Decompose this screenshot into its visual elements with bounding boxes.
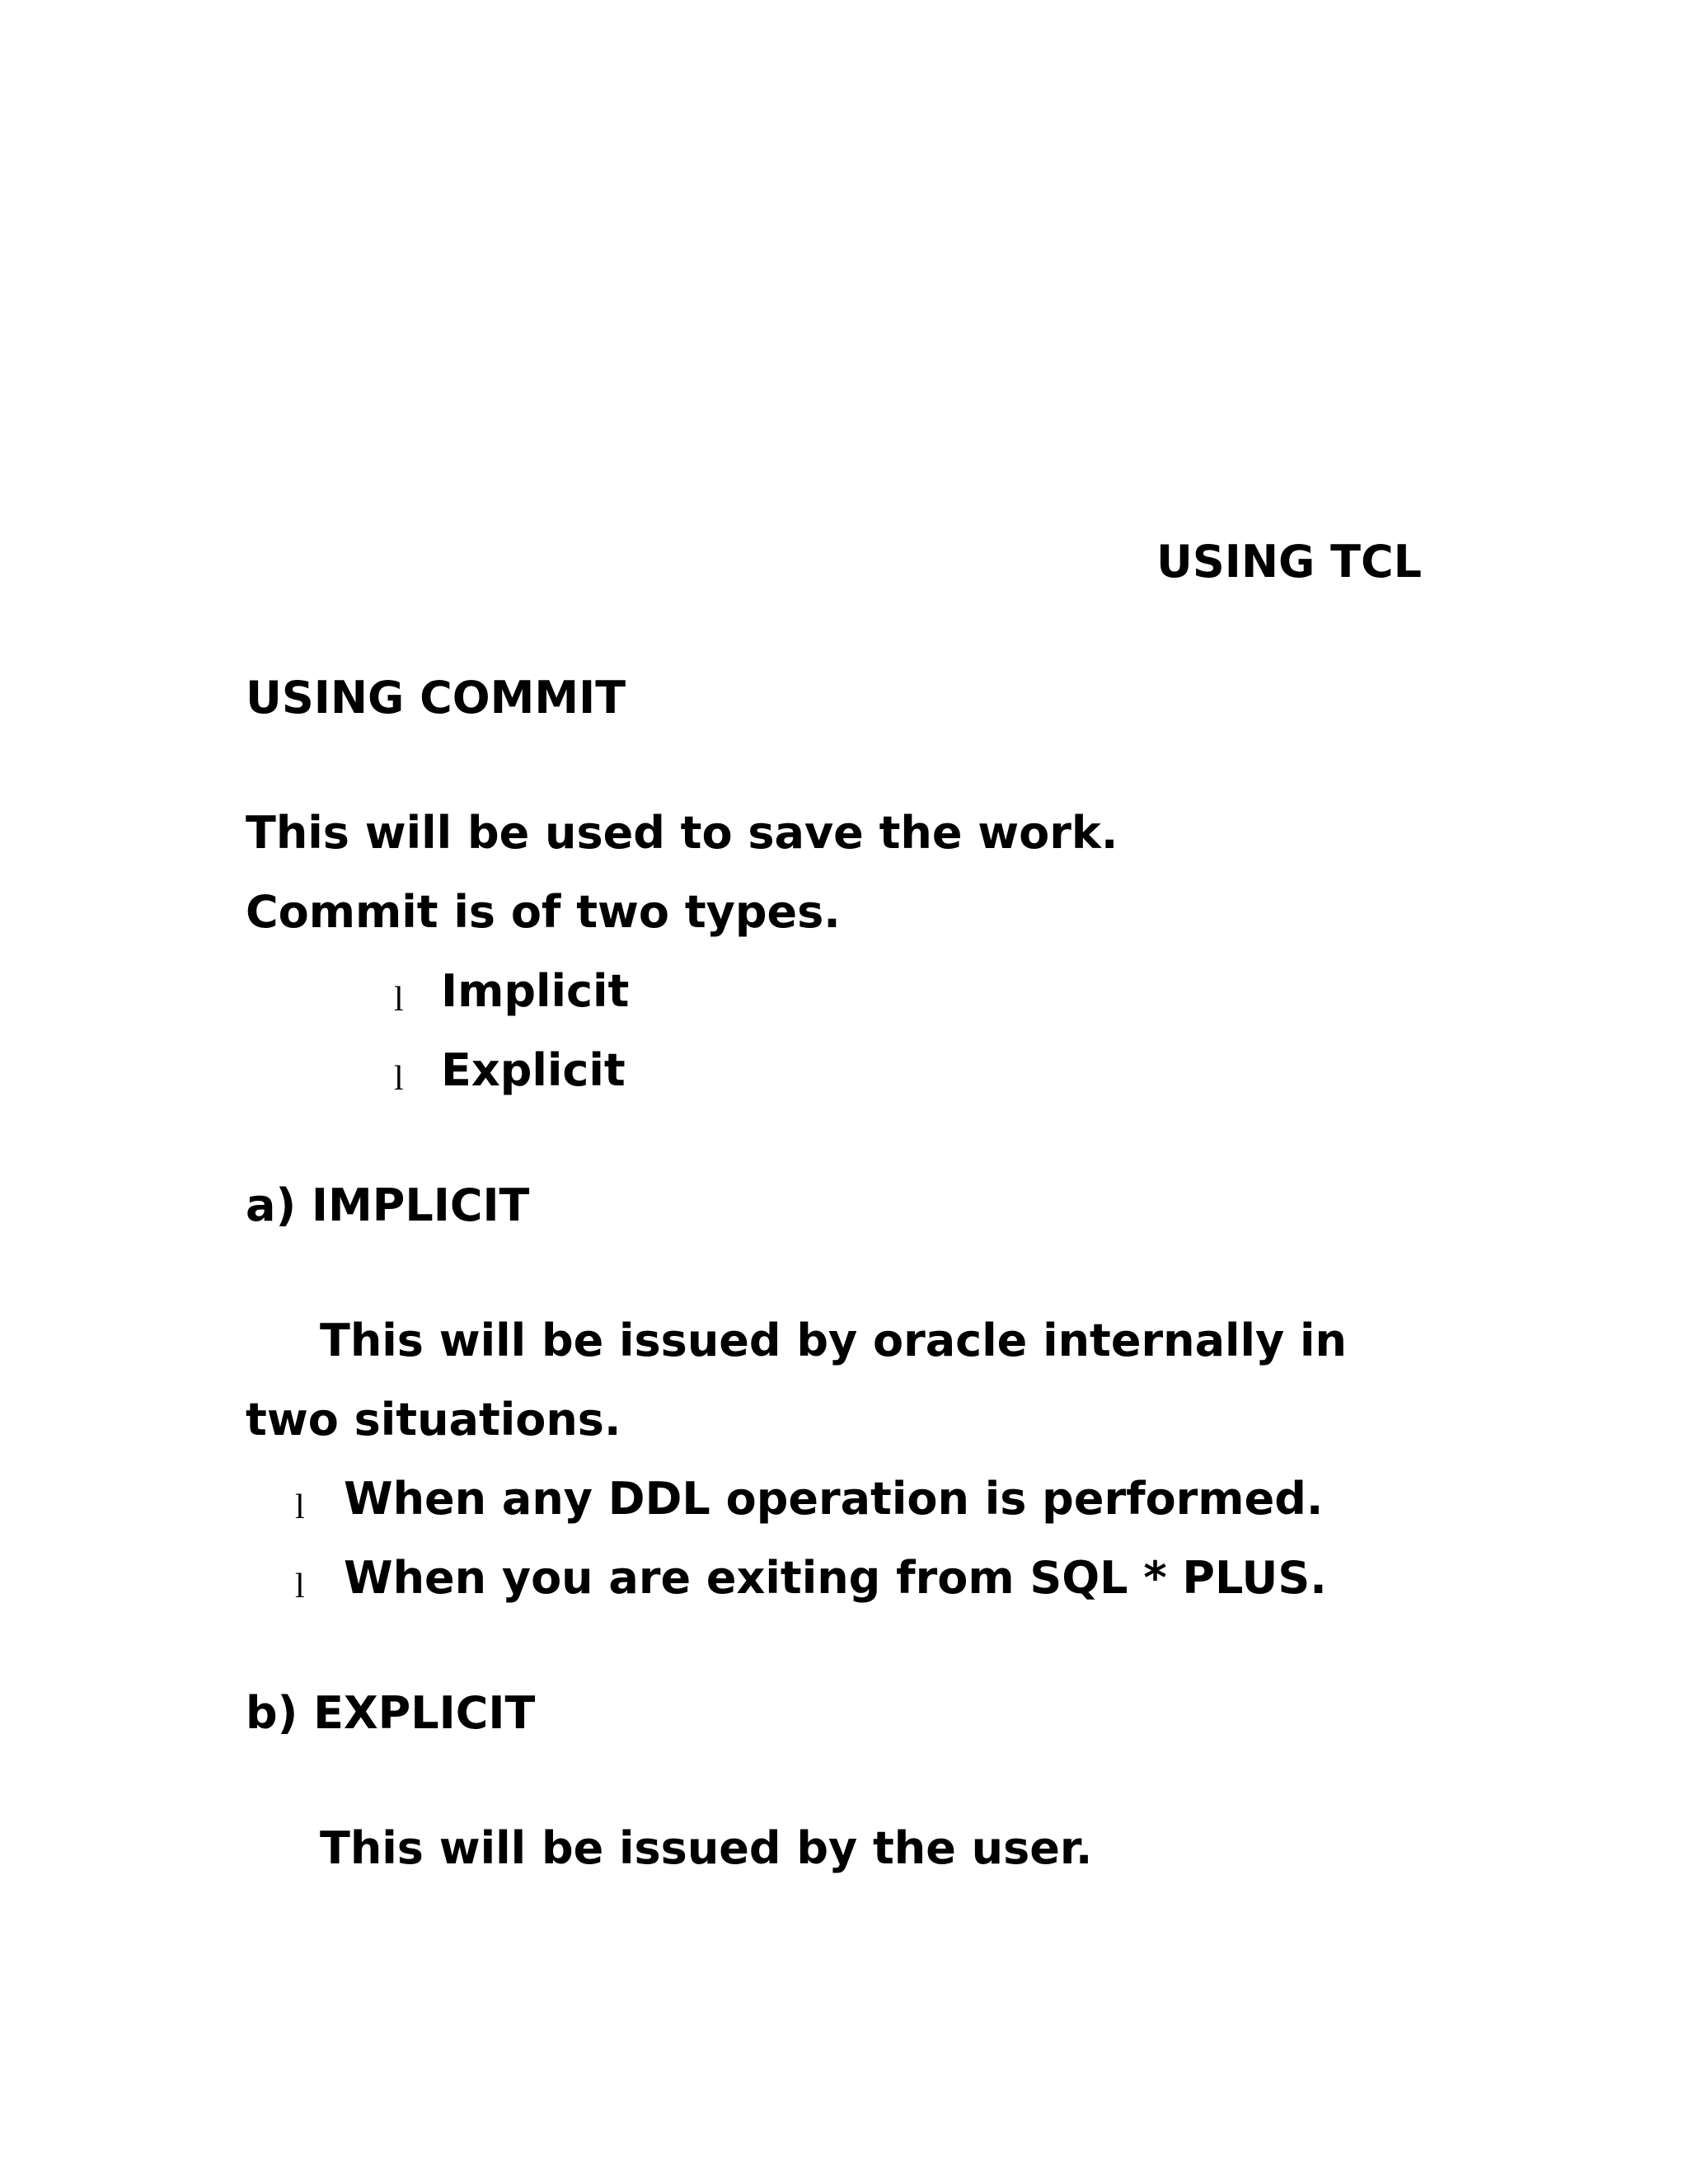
implicit-heading: a) IMPLICIT xyxy=(246,1179,530,1231)
bullet-marker: l xyxy=(295,1568,305,1605)
implicit-description-line-1: This will be issued by oracle internally in xyxy=(320,1315,1347,1366)
bullet-marker: l xyxy=(394,981,404,1019)
intro-line-1: This will be used to save the work. xyxy=(246,807,1118,859)
list-item-text: When you are exiting from SQL * PLUS. xyxy=(344,1552,1327,1604)
section-heading: USING COMMIT xyxy=(246,672,626,724)
intro-line-2: Commit is of two types. xyxy=(246,886,841,938)
implicit-description-line-2: two situations. xyxy=(246,1394,621,1446)
list-item-label: Explicit xyxy=(441,1044,626,1096)
explicit-description: This will be issued by the user. xyxy=(320,1822,1093,1874)
list-item-label: Implicit xyxy=(441,965,630,1017)
explicit-heading: b) EXPLICIT xyxy=(246,1687,536,1739)
page-title: USING TCL xyxy=(1156,536,1423,588)
bullet-marker: l xyxy=(394,1060,404,1098)
bullet-marker: l xyxy=(295,1488,305,1526)
list-item-text: When any DDL operation is performed. xyxy=(344,1473,1324,1525)
